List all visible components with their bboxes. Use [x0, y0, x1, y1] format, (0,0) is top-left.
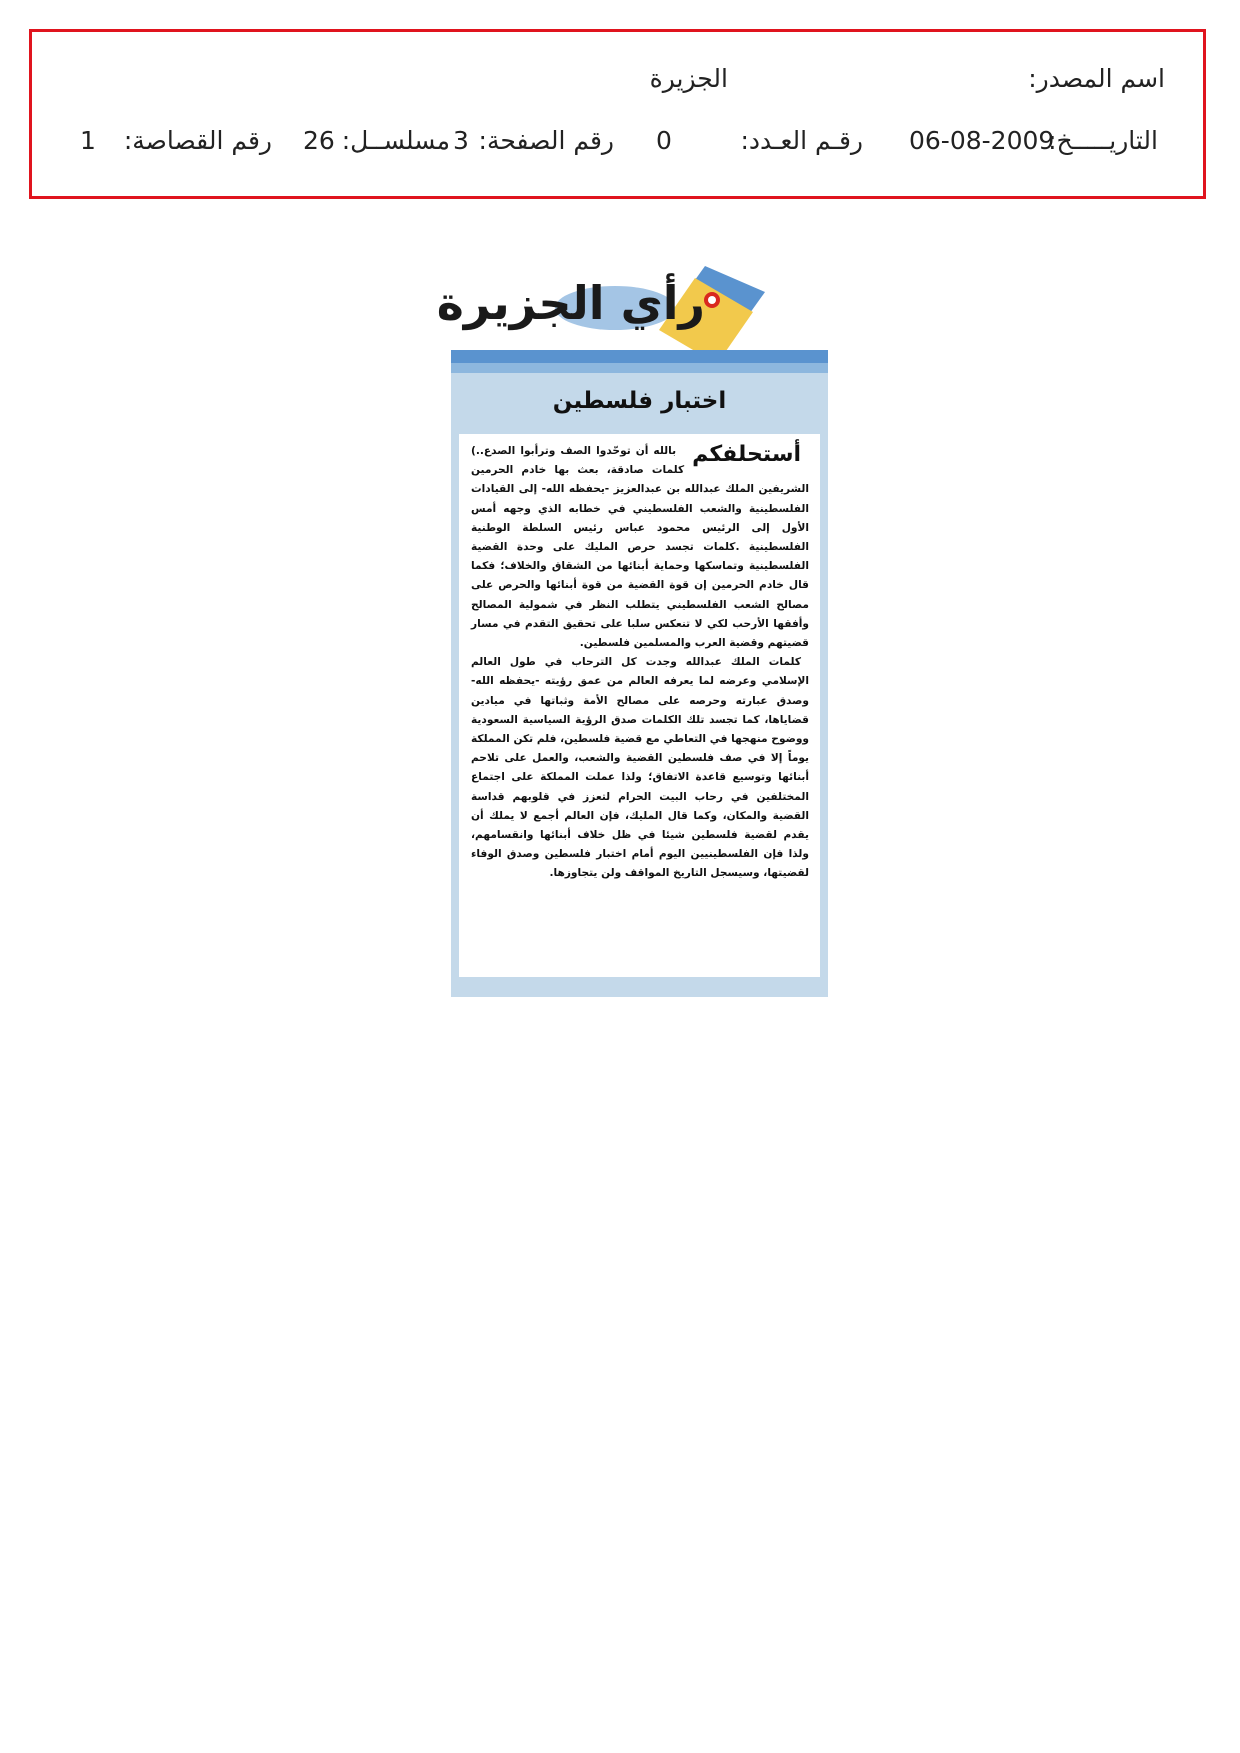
article-text [471, 442, 809, 884]
clip-top-band-light [451, 363, 828, 373]
newspaper-column-logo [436, 264, 785, 364]
article-paragraph: كلمات الملك عبدالله وجدت كل الترحاب في طول العالم الإسلامي وعرضه لما يعرفه العالم من عمق رؤيته -يحفظه الله- وصدق عبارته وحرصه على مصالح الأمة وثباتها في ميادين قضاياها، كما تجسد تلك الكلمات صدق الرؤية السياسية السعودية ووضوح منهجها في التعاطي مع قضية فلسطين، فلم تكن المملكة يوماً إلا في صف فلسطين القضية والشعب، والعمل على تلاحم أبنائها وتوسيع قاعدة الاتفاق؛ ولذا عملت المملكة على اجتماع المختلفين في رحاب البيت الحرام لتعزز في قلوبهم قداسة القضية والمكان، وكما قال المليك، فإن العالم أجمع لا يملك أن يقدم لقضية فلسطين شيئا في ظل خلاف أبنائها وانقسامهم، ولذا فإن الفلسطينيين اليوم أمام اختبار فلسطين وصدق الوفاء لقضيتها، وسيسجل التاريخ المواقف ولن يتجاوزها. [471, 656, 809, 880]
issue-value: 0 [656, 126, 672, 155]
article-clipping [451, 350, 828, 997]
article-opener: أستحلفكم [692, 442, 801, 467]
page-label: رقم الصفحة: [478, 126, 614, 155]
article-paragraph-1-text: بالله أن توحّدوا الصف وترأبوا الصدع..) كلمات صادقة، بعث بها خادم الحرمين الشريفين الملك عبدالله بن عبدالعزيز -يحفظه الله- إلى القيادات الفلسطينية والشعب الفلسطيني في خطابه الذي وجهه أمس الأول إلى الرئيس محمود عباس رئيس السلطة الوطنية الفلسطينية .كلمات تجسد حرص المليك على وحدة القضية الفلسطينية وتماسكها وحماية أبنائها من الشقاق والخلاف؛ فكما قال خادم الحرمين إن قوة القضية من قوة أبنائها والحرص على مصالح الشعب الفلسطيني يتطلب النظر في شمولية المصالح وأفقها الأرحب لكي لا تنعكس سلبا على تحقيق التقدم في مسار قضيتهم وقضية العرب والمسلمين فلسطين. [471, 445, 809, 650]
page-value: 3 [453, 126, 469, 155]
metadata-header-box [29, 29, 1206, 199]
article-body [459, 434, 820, 977]
article-paragraph [471, 442, 809, 653]
date-label: التاريـــــخ: [1048, 126, 1158, 155]
clip-number-value: 1 [80, 126, 96, 155]
article-title: اختبار فلسطين [552, 388, 727, 414]
serial-label: مسلســل: [341, 126, 450, 155]
issue-label: رقـم العـدد: [740, 126, 863, 155]
source-label: اسم المصدر: [1028, 64, 1165, 93]
source-value: الجزيرة [649, 64, 728, 93]
serial-value: 26 [303, 126, 335, 155]
logo-text: رأي الجزيرة [436, 276, 705, 330]
date-value: 06-08-2009 [909, 126, 1055, 155]
clip-number-label: رقم القصاصة: [123, 126, 272, 155]
clip-top-band [451, 350, 828, 363]
